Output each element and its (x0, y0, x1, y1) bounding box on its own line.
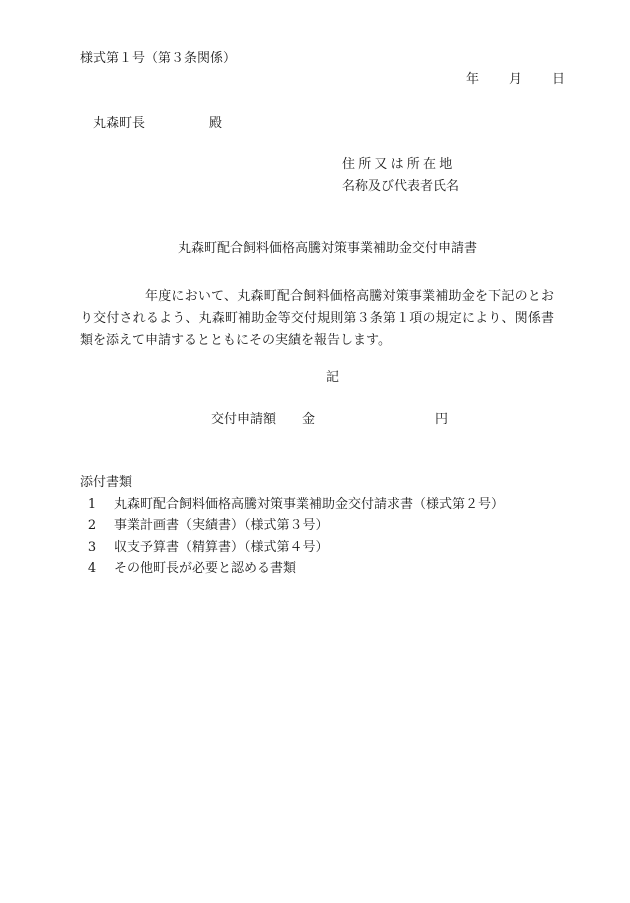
addressee (93, 117, 222, 130)
document-body: 年度において、丸森町配合飼料価格高騰対策事業補助金を下記のとおり交付されるよう、丸森町補助金等交付規則第３条第１項の規定により、関係書類を添えて申請するとともにその実績を報告します。 (80, 289, 554, 348)
applicant-address-label: 住所又は所在地 (342, 157, 456, 172)
attachment-item (80, 519, 329, 532)
attachment-number: 1 (87, 497, 97, 512)
addressee-name: 丸森町長 (93, 116, 146, 131)
amount-unit: 円 (435, 412, 449, 427)
attachment-item (80, 541, 329, 554)
date-year-label: 年 (466, 72, 480, 87)
document-title: 丸森町配合飼料価格高騰対策事業補助金交付申請書 (178, 241, 478, 256)
attachment-text: 事業計画書（実績書）（様式第３号） (114, 518, 329, 533)
ki-marker: 記 (326, 370, 340, 385)
addressee-honorific: 殿 (209, 116, 223, 131)
attachment-text: 丸森町配合飼料価格高騰対策事業補助金交付請求書（様式第２号） (114, 497, 505, 512)
applicant-name-label: 名称及び代表者氏名 (342, 179, 460, 194)
amount-label: 交付申請額 (211, 412, 277, 427)
date-month-label: 月 (509, 72, 523, 87)
amount-prefix: 金 (302, 412, 316, 427)
attachment-item (80, 562, 296, 575)
attachment-number: 3 (87, 540, 97, 555)
attachment-text: 収支予算書（精算書）（様式第４号） (114, 540, 329, 555)
attachments-title: 添付書類 (80, 475, 133, 490)
attachment-number: 4 (87, 561, 97, 576)
date-line (466, 73, 565, 86)
amount-row (211, 413, 448, 426)
attachment-text: その他町長が必要と認める書類 (114, 561, 297, 576)
form-number: 様式第１号（第３条関係） (80, 51, 237, 66)
date-day-label: 日 (552, 72, 566, 87)
attachment-number: 2 (87, 518, 97, 533)
attachment-item (80, 498, 504, 511)
